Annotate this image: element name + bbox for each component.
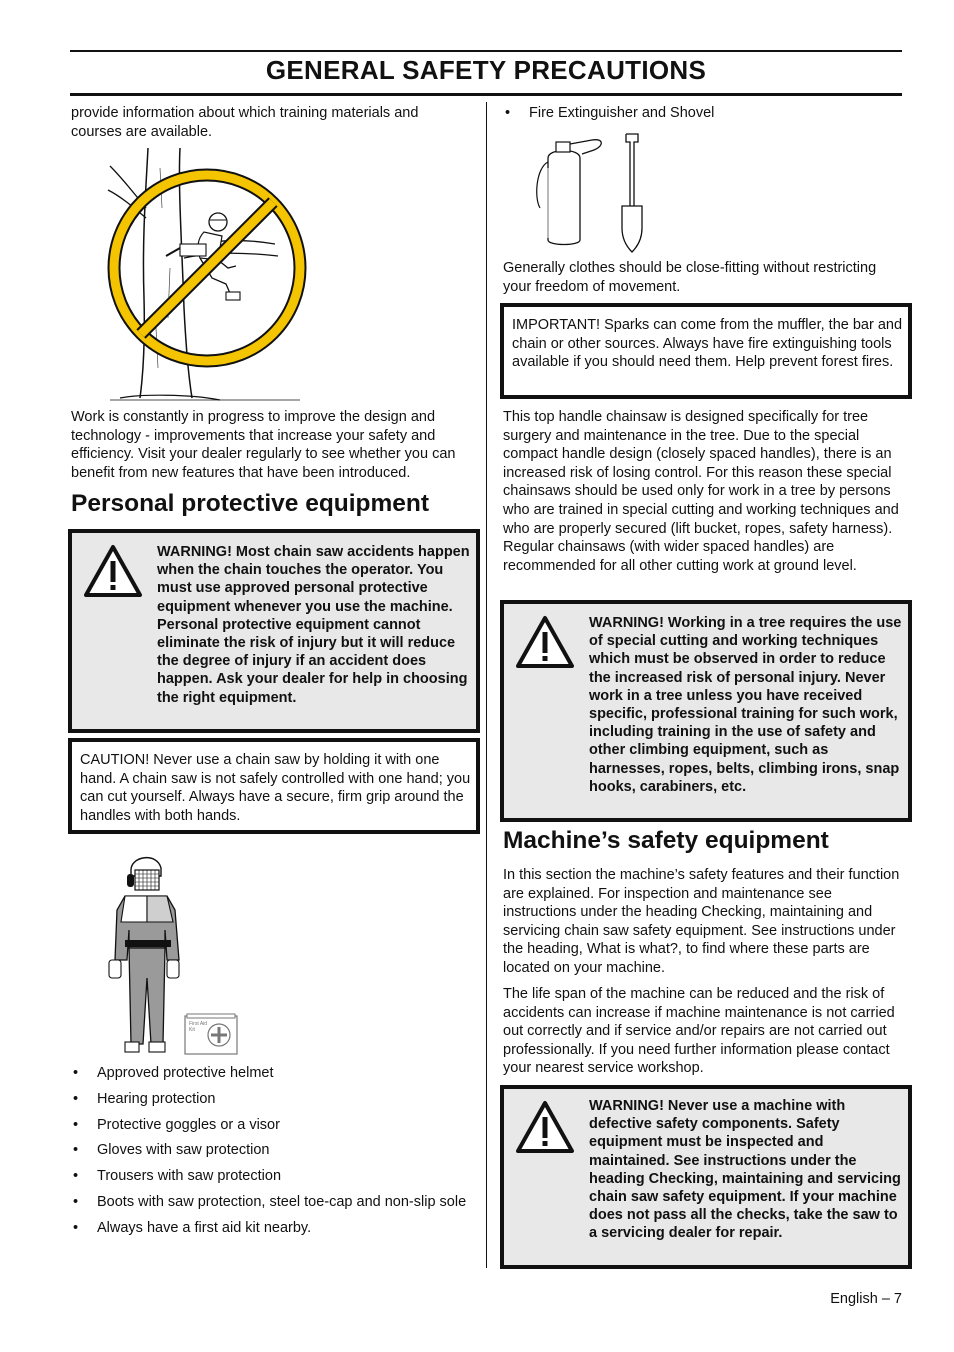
ppe-warning-box (68, 529, 480, 733)
list-item: • Gloves with saw protection (71, 1141, 476, 1159)
page-title: GENERAL SAFETY PRECAUTIONS (265, 55, 707, 85)
list-item: • Approved protective helmet (71, 1064, 476, 1082)
protective-equipment-illustration (95, 848, 245, 1060)
tree-warning-text: WARNING! Working in a tree requires the use of special cutting and working techniques which must be observed in order to reduce the increased risk of personal injury. Never work in a tree unless you have received specific, professional training for such work, including training in the use of safety and other climbing equipment, such as harnesses, ropes, belts, climbing irons, snap hooks, carabiners, etc. (589, 615, 902, 795)
mse-paragraph-1: In this section the machine’s safety features and their function are explained. For inspection and maintenance see instructions under the heading Checking, maintaining and servicing chain saw safety equipment. See instructions under the heading, What is what?, to find where these parts are located on your machine. (503, 867, 900, 976)
first-aid-kit-label: First Aid Kit (189, 1021, 208, 1033)
top-handle-text: This top handle chainsaw is designed specifically for tree surgery and maintenance in the tree. Due to the special compact handle design (closely spaced handles), there is an increased risk of losing control. For this reason these special chainsaws should be used only for work in a tree by persons who are trained in special cutting and working techniques and who are properly secured (lift bucket, ropes, safety harness). Regular chainsaws (with wider spaced handles) are recommended for all other cutting work at ground level. (503, 409, 899, 574)
mse-paragraph-2: The life span of the machine can be reduced and the risk of accidents can increase if machine maintenance is not carried out correctly and if service and/or repairs are not carried out professionally. If you need further information please contact your nearest service workshop. (503, 986, 895, 1077)
improvements-text: Work is constantly in progress to improve the design and technology - improvements that increase your safety and efficiency. Visit your dealer regularly to see whether you can benefit from new features that have been introduced. (71, 409, 456, 481)
warning-triangle-icon (82, 543, 144, 599)
column-divider (486, 102, 487, 1268)
mse-heading: Machine’s safety equipment (503, 827, 829, 854)
header-top-rule (70, 50, 902, 52)
list-item: • Fire Extinguisher and Shovel (503, 104, 903, 122)
warning-triangle-icon (514, 1099, 576, 1155)
warning-triangle-icon (514, 614, 576, 670)
ppe-warning-text: WARNING! Most chain saw accidents happen when the chain touches the operator. You must use approved personal protective equipment whenever you use the machine. Personal protective equipment cannot eliminate the risk of injury but it will reduce the degree of injury if an accident does happen. Ask your dealer for help in choosing the right equipment. (157, 544, 470, 706)
caution-box (68, 738, 480, 834)
important-box (500, 303, 912, 399)
defect-warning-box (500, 1085, 912, 1269)
list-item: • Trousers with saw protection (71, 1167, 476, 1185)
intro-text: provide information about which training materials and courses are available. (71, 105, 419, 140)
no-tree-climbing-illustration (100, 148, 315, 403)
list-item: • Hearing protection (71, 1090, 476, 1108)
clothes-text: Generally clothes should be close-fitting without restricting your freedom of movement. (503, 260, 877, 295)
ppe-heading: Personal protective equipment (71, 490, 430, 517)
header-underline (70, 93, 902, 96)
fire-equipment-list (503, 104, 903, 122)
list-item: • Protective goggles or a visor (71, 1116, 476, 1134)
important-text: IMPORTANT! Sparks can come from the muffler, the bar and chain or other sources. Always have fire extinguishing tools available if you should need them. Help prevent forest fires. (512, 317, 903, 371)
page-number: English – 7 (830, 1291, 902, 1307)
caution-text: CAUTION! Never use a chain saw by holding it with one hand. A chain saw is not safely controlled with one hand; you can cut yourself. Always have a secure, firm grip around the handles with both hands. (80, 752, 471, 824)
tree-warning-box (500, 600, 912, 822)
fire-extinguisher-and-shovel-illustration (530, 128, 670, 254)
list-item: • Always have a first aid kit nearby. (71, 1219, 476, 1237)
defect-warning-text: WARNING! Never use a machine with defective safety components. Safety equipment must be inspected and maintained. See instructions under the heading Checking, maintaining and servicing chain saw safety equipment. If your machine does not pass all the checks, take the saw to a servicing dealer for repair. (589, 1098, 901, 1242)
list-item: • Boots with saw protection, steel toe-cap and non-slip sole (71, 1193, 476, 1211)
ppe-list (71, 1064, 476, 1237)
